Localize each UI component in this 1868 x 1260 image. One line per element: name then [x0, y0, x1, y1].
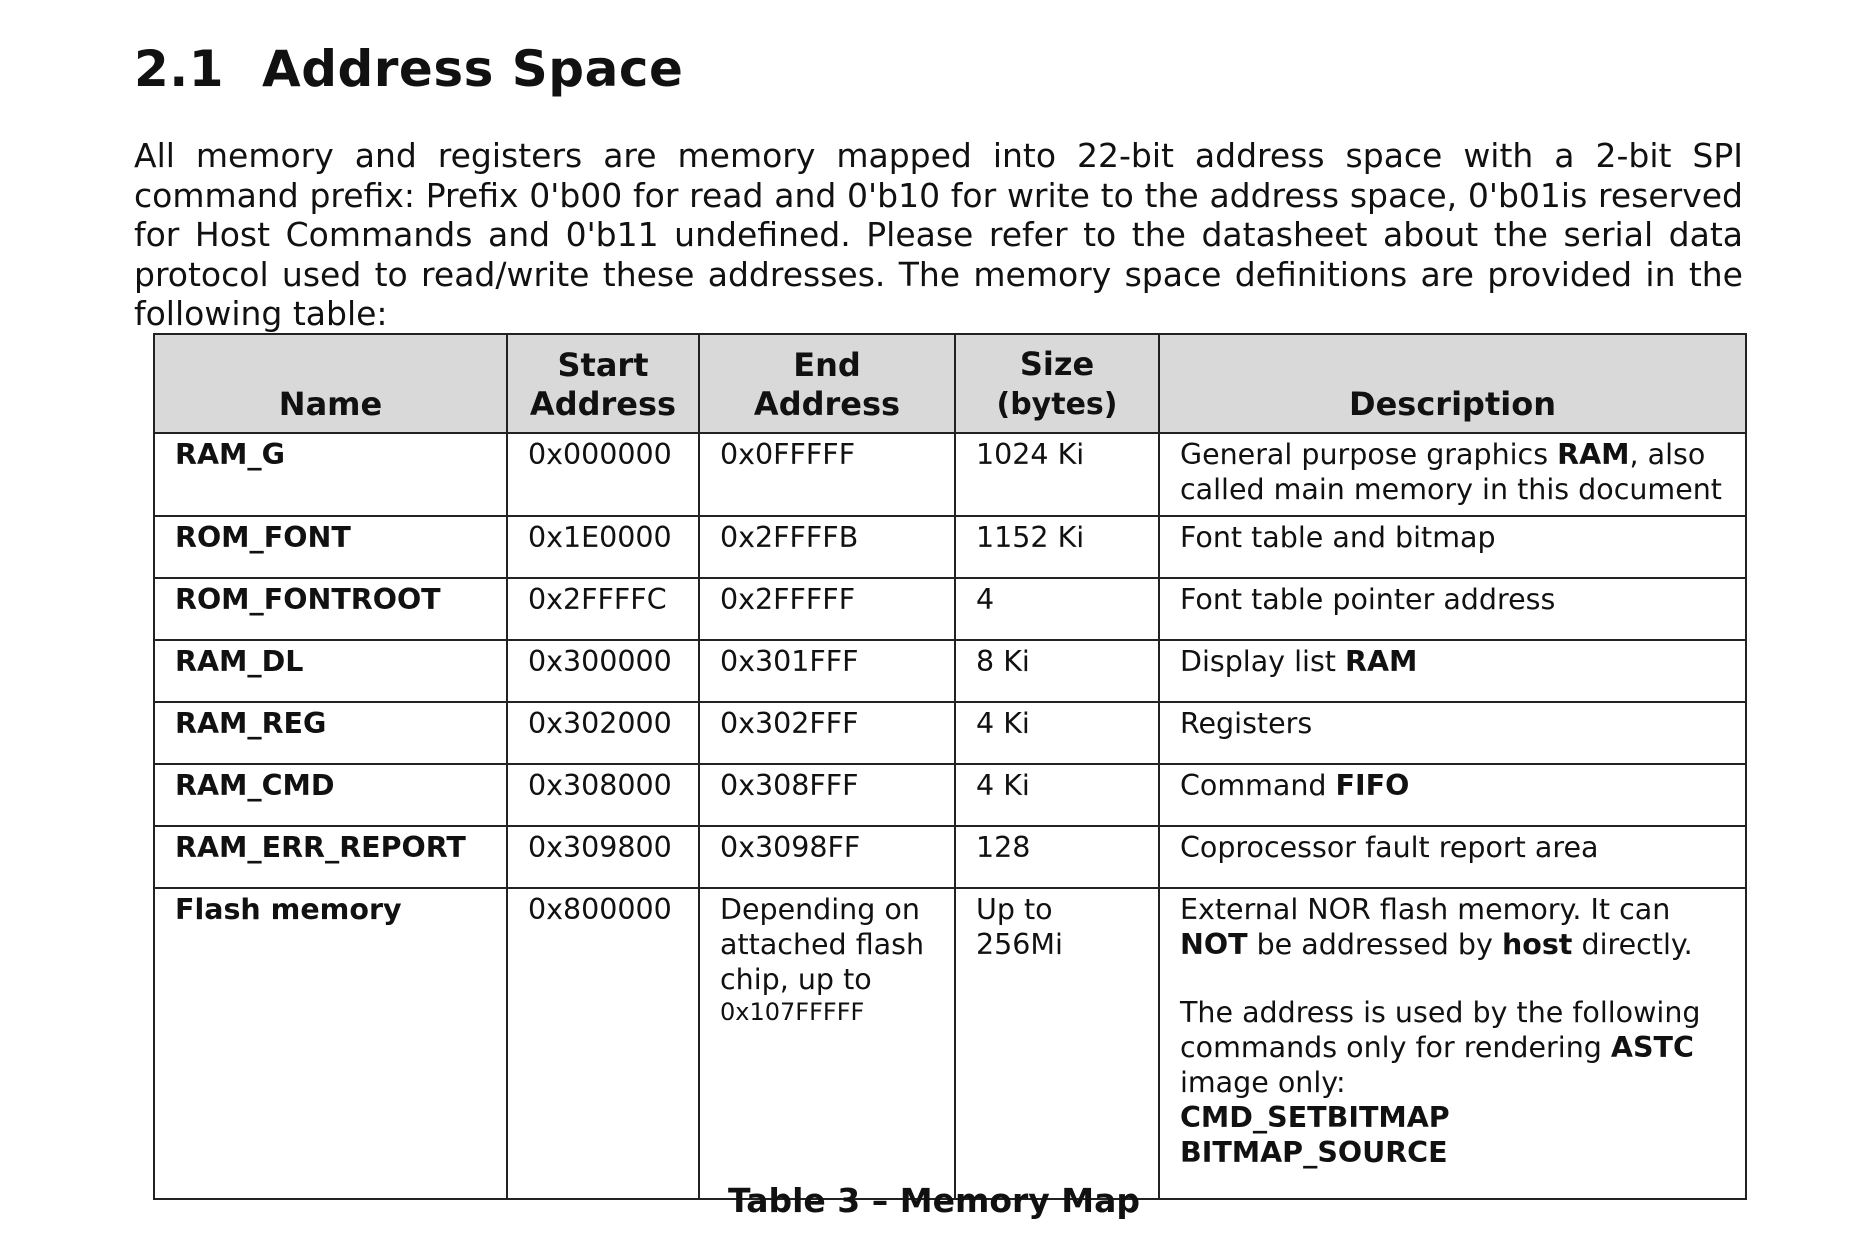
memory-map-table: [153, 333, 1747, 1200]
cell-end-address: Depending on attached flash chip, up to 0x107FFFFF: [699, 888, 955, 1199]
header-end-address: End Address: [699, 334, 955, 433]
table-row: [154, 764, 1746, 826]
cell-start-address: 0x2FFFFC: [507, 578, 699, 640]
cell-description: Command FIFO: [1159, 764, 1746, 826]
table-caption: Table 3 – Memory Map: [727, 1181, 1141, 1220]
cell-size: 1024 Ki: [955, 433, 1159, 516]
table-row: [154, 702, 1746, 764]
cell-end-address: 0x301FFF: [699, 640, 955, 702]
table-row: [154, 516, 1746, 578]
cell-name: RAM_CMD: [154, 764, 507, 826]
cell-start-address: 0x308000: [507, 764, 699, 826]
cell-start-address: 0x309800: [507, 826, 699, 888]
table-row-flash-memory: [154, 888, 1746, 1199]
table-row: [154, 826, 1746, 888]
cell-name: Flash memory: [154, 888, 507, 1199]
cell-end-address: 0x3098FF: [699, 826, 955, 888]
cell-end-address: 0x2FFFFF: [699, 578, 955, 640]
cell-end-address: 0x302FFF: [699, 702, 955, 764]
cell-size: 128: [955, 826, 1159, 888]
cell-name: RAM_REG: [154, 702, 507, 764]
cell-size: 4 Ki: [955, 764, 1159, 826]
cell-start-address: 0x302000: [507, 702, 699, 764]
header-name: Name: [154, 334, 507, 433]
cell-start-address: 0x000000: [507, 433, 699, 516]
table-row: [154, 640, 1746, 702]
end-address-value: 0x107FFFFF: [720, 998, 865, 1026]
command-name: BITMAP_SOURCE: [1180, 1136, 1448, 1169]
cell-description: General purpose graphics RAM, also called main memory in this document: [1159, 433, 1746, 516]
table-row: [154, 433, 1746, 516]
cell-size: 8 Ki: [955, 640, 1159, 702]
cell-size: 4: [955, 578, 1159, 640]
cell-description: Font table pointer address: [1159, 578, 1746, 640]
cell-end-address: 0x2FFFFB: [699, 516, 955, 578]
cell-description: Display list RAM: [1159, 640, 1746, 702]
section-number: 2.1: [134, 40, 225, 98]
header-description: Description: [1159, 334, 1746, 433]
header-size: Size (bytes): [955, 334, 1159, 433]
cell-start-address: 0x300000: [507, 640, 699, 702]
cell-end-address: 0x308FFF: [699, 764, 955, 826]
header-start-address: Start Address: [507, 334, 699, 433]
cell-description: Coprocessor fault report area: [1159, 826, 1746, 888]
cell-description: Registers: [1159, 702, 1746, 764]
command-name: CMD_SETBITMAP: [1180, 1101, 1450, 1134]
table-row: [154, 578, 1746, 640]
cell-name: ROM_FONT: [154, 516, 507, 578]
cell-size: 4 Ki: [955, 702, 1159, 764]
table-header-row: [154, 334, 1746, 433]
cell-start-address: 0x1E0000: [507, 516, 699, 578]
cell-name: RAM_ERR_REPORT: [154, 826, 507, 888]
cell-name: RAM_DL: [154, 640, 507, 702]
cell-name: ROM_FONTROOT: [154, 578, 507, 640]
cell-end-address: 0x0FFFFF: [699, 433, 955, 516]
cell-description: Font table and bitmap: [1159, 516, 1746, 578]
section-heading: [134, 40, 683, 98]
section-title: Address Space: [262, 40, 684, 98]
cell-size: 1152 Ki: [955, 516, 1159, 578]
cell-description: External NOR flash memory. It can NOT be addressed by host directly. The address is used by the following commands only for rendering ASTC image only: CMD_SETBITMAP BITMAP_SOURCE: [1159, 888, 1746, 1199]
intro-paragraph: All memory and registers are memory mapped into 22-bit address space with a 2-bit SPI command prefix: Prefix 0'b00 for read and 0'b10 for write to the address space, 0'b01is reserved for Host Commands and 0'b11 undefined. Please refer to the datasheet about the serial data protocol used to read/write these addresses. The memory space definitions are provided in the following table:: [134, 136, 1743, 333]
cell-name: RAM_G: [154, 433, 507, 516]
cell-size: Up to 256Mi: [955, 888, 1159, 1199]
cell-start-address: 0x800000: [507, 888, 699, 1199]
